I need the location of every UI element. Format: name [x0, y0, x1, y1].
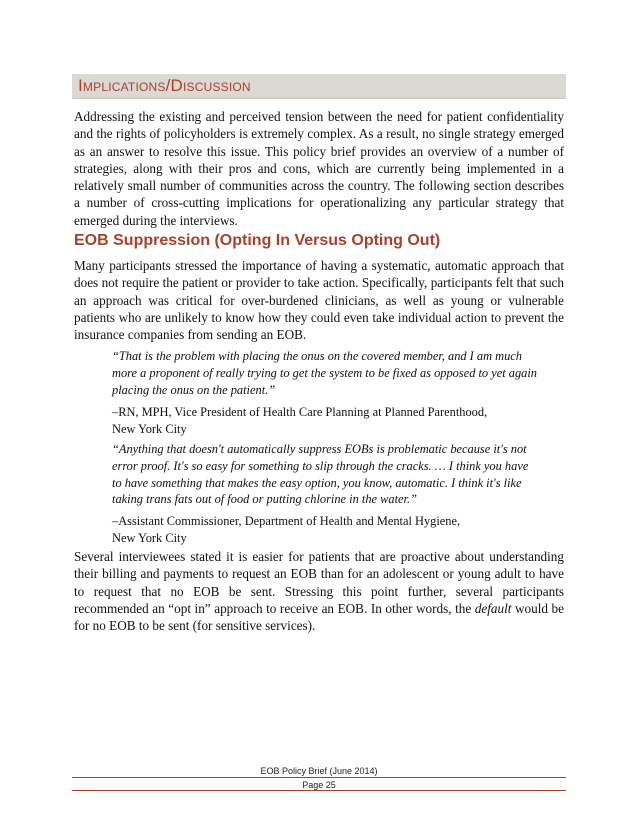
footer-divider [72, 777, 566, 778]
suppression-paragraph: Many participants stressed the importance of having a systematic, automatic approach that does not require the patient or provider to take action. Specifically, participants felt that such an approach was critical for over-burdened clinicians, as well as young or vulnerable patients who are unlikely to know how they could even take individual action to prevent the insurance companies from sending an EOB. [74, 258, 564, 343]
attribution-role: –RN, MPH, Vice President of Health Care Planning at Planned Parenthood, [112, 405, 488, 419]
attribution-city: New York City [112, 530, 187, 545]
footer-title: EOB Policy Brief (June 2014) [260, 766, 378, 776]
opt-in-text-start: Several interviewees stated it is easier for patients that are proactive about understanding their billing and payments to request an EOB than for an adolescent or young adult to have to request that no EOB be sent. Stressing this point further, several participants recommended an “opt in” approach to receive an EOB. In other words, the [74, 549, 564, 616]
quote-attribution-planned-parenthood [112, 404, 538, 437]
default-emphasis: default [474, 600, 512, 616]
attribution-city: New York City [112, 421, 187, 436]
eob-suppression-heading: EOB Suppression (Opting In Versus Opting Out) [74, 232, 441, 249]
footer-divider-bottom [72, 790, 566, 791]
quote-planned-parenthood: “That is the problem with placing the onus on the covered member, and I am much more a proponent of really trying to get the system to be fixed as opposed to yet again placing the onus on the patient.” [112, 349, 537, 397]
attribution-role: –Assistant Commissioner, Department of Health and Mental Hygiene, [112, 514, 461, 528]
section-title: Implications/Discussion [78, 76, 251, 95]
quote-attribution-health-department [112, 513, 538, 546]
section-header-band [72, 74, 566, 99]
intro-paragraph: Addressing the existing and perceived tension between the need for patient confidentiality and the rights of policyholders is extremely complex. As a result, no single strategy emerged as an answer to resolve this issue. This policy brief provides an overview of a number of strategies, along with their pros and cons, which are currently being implemented in a relatively small number of communities across the country. The following section describes a number of cross-cutting implications for operationalizing any particular strategy that emerged during the interviews. [74, 109, 564, 228]
quote-health-department: “Anything that doesn't automatically suppress EOBs is problematic because it's not error proof. It's so easy for something to slip through the cracks. … I think you have to have something that makes the easy option, you know, automatic. I think it's like taking trans fats out of food or putting chlorine in the water.” [112, 442, 529, 507]
opt-in-text-end: would be for no EOB to be sent (for sensitive services). [74, 600, 565, 634]
footer-page-number: Page 25 [302, 780, 336, 790]
opt-in-paragraph [74, 548, 564, 634]
